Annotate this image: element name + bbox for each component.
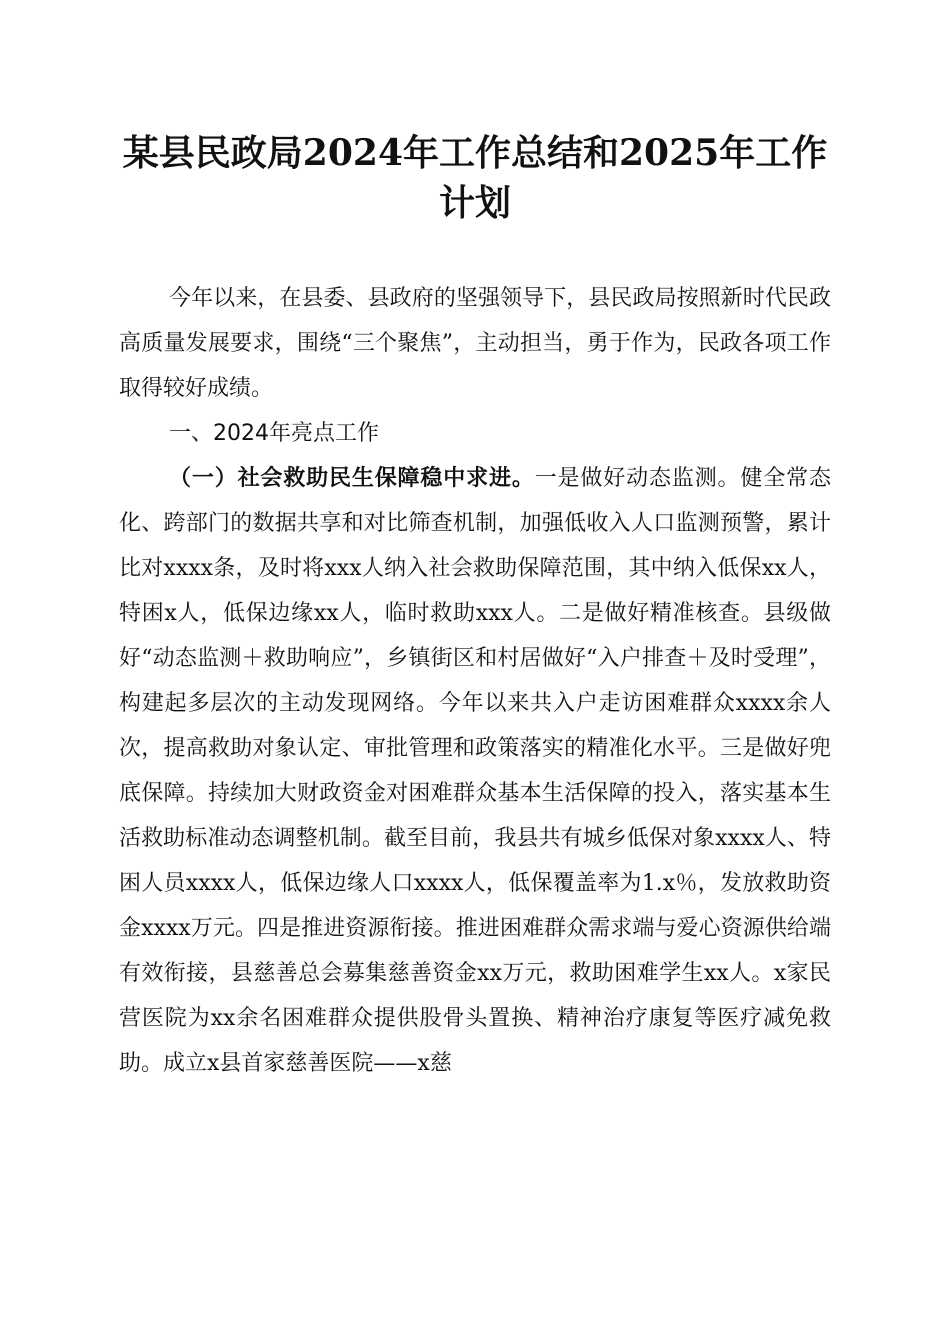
document-body (119, 276, 831, 1086)
section-heading: 一、2024年亮点工作 (169, 421, 379, 446)
subsection-heading: （一）社会救助民生保障稳中求进。 (169, 465, 535, 491)
document-title: 某县民政局2024年工作总结和2025年工作计划 (122, 132, 828, 224)
intro-paragraph: 今年以来，在县委、县政府的坚强领导下，县民政局按照新时代民政高质量发展要求，围绕“三个聚焦”，主动担当，勇于作为，民政各项工作取得较好成绩。 (119, 286, 831, 401)
body-paragraph (119, 456, 831, 1086)
subsection-body: 一是做好动态监测。健全常态化、跨部门的数据共享和对比筛查机制，加强低收入人口监测预警，累计比对xxxx条，及时将xxx人纳入社会救助保障范围，其中纳入低保xx人，特困x人，低保边缘xx人，临时救助xxx人。二是做好精准核查。县级做好“动态监测＋救助响应”，乡镇街区和村居做好“入户排查＋及时受理”，构建起多层次的主动发现网络。今年以来共入户走访困难群众xxxx余人次，提高救助对象认定、审批管理和政策落实的精准化水平。三是做好兜底保障。持续加大财政资金对困难群众基本生活保障的投入，落实基本生活救助标准动态调整机制。截至目前，我县共有城乡低保对象xxxx人、特困人员xxxx人，低保边缘人口xxxx人，低保覆盖率为1.x％，发放救助资金xxxx万元。四是推进资源衔接。推进困难群众需求端与爱心资源供给端有效衔接，县慈善总会募集慈善资金xx万元，救助困难学生xx人。x家民营医院为xx余名困难群众提供股骨头置换、精神治疗康复等医疗减免救助。成立x县首家慈善医院——x慈 (119, 466, 831, 1076)
